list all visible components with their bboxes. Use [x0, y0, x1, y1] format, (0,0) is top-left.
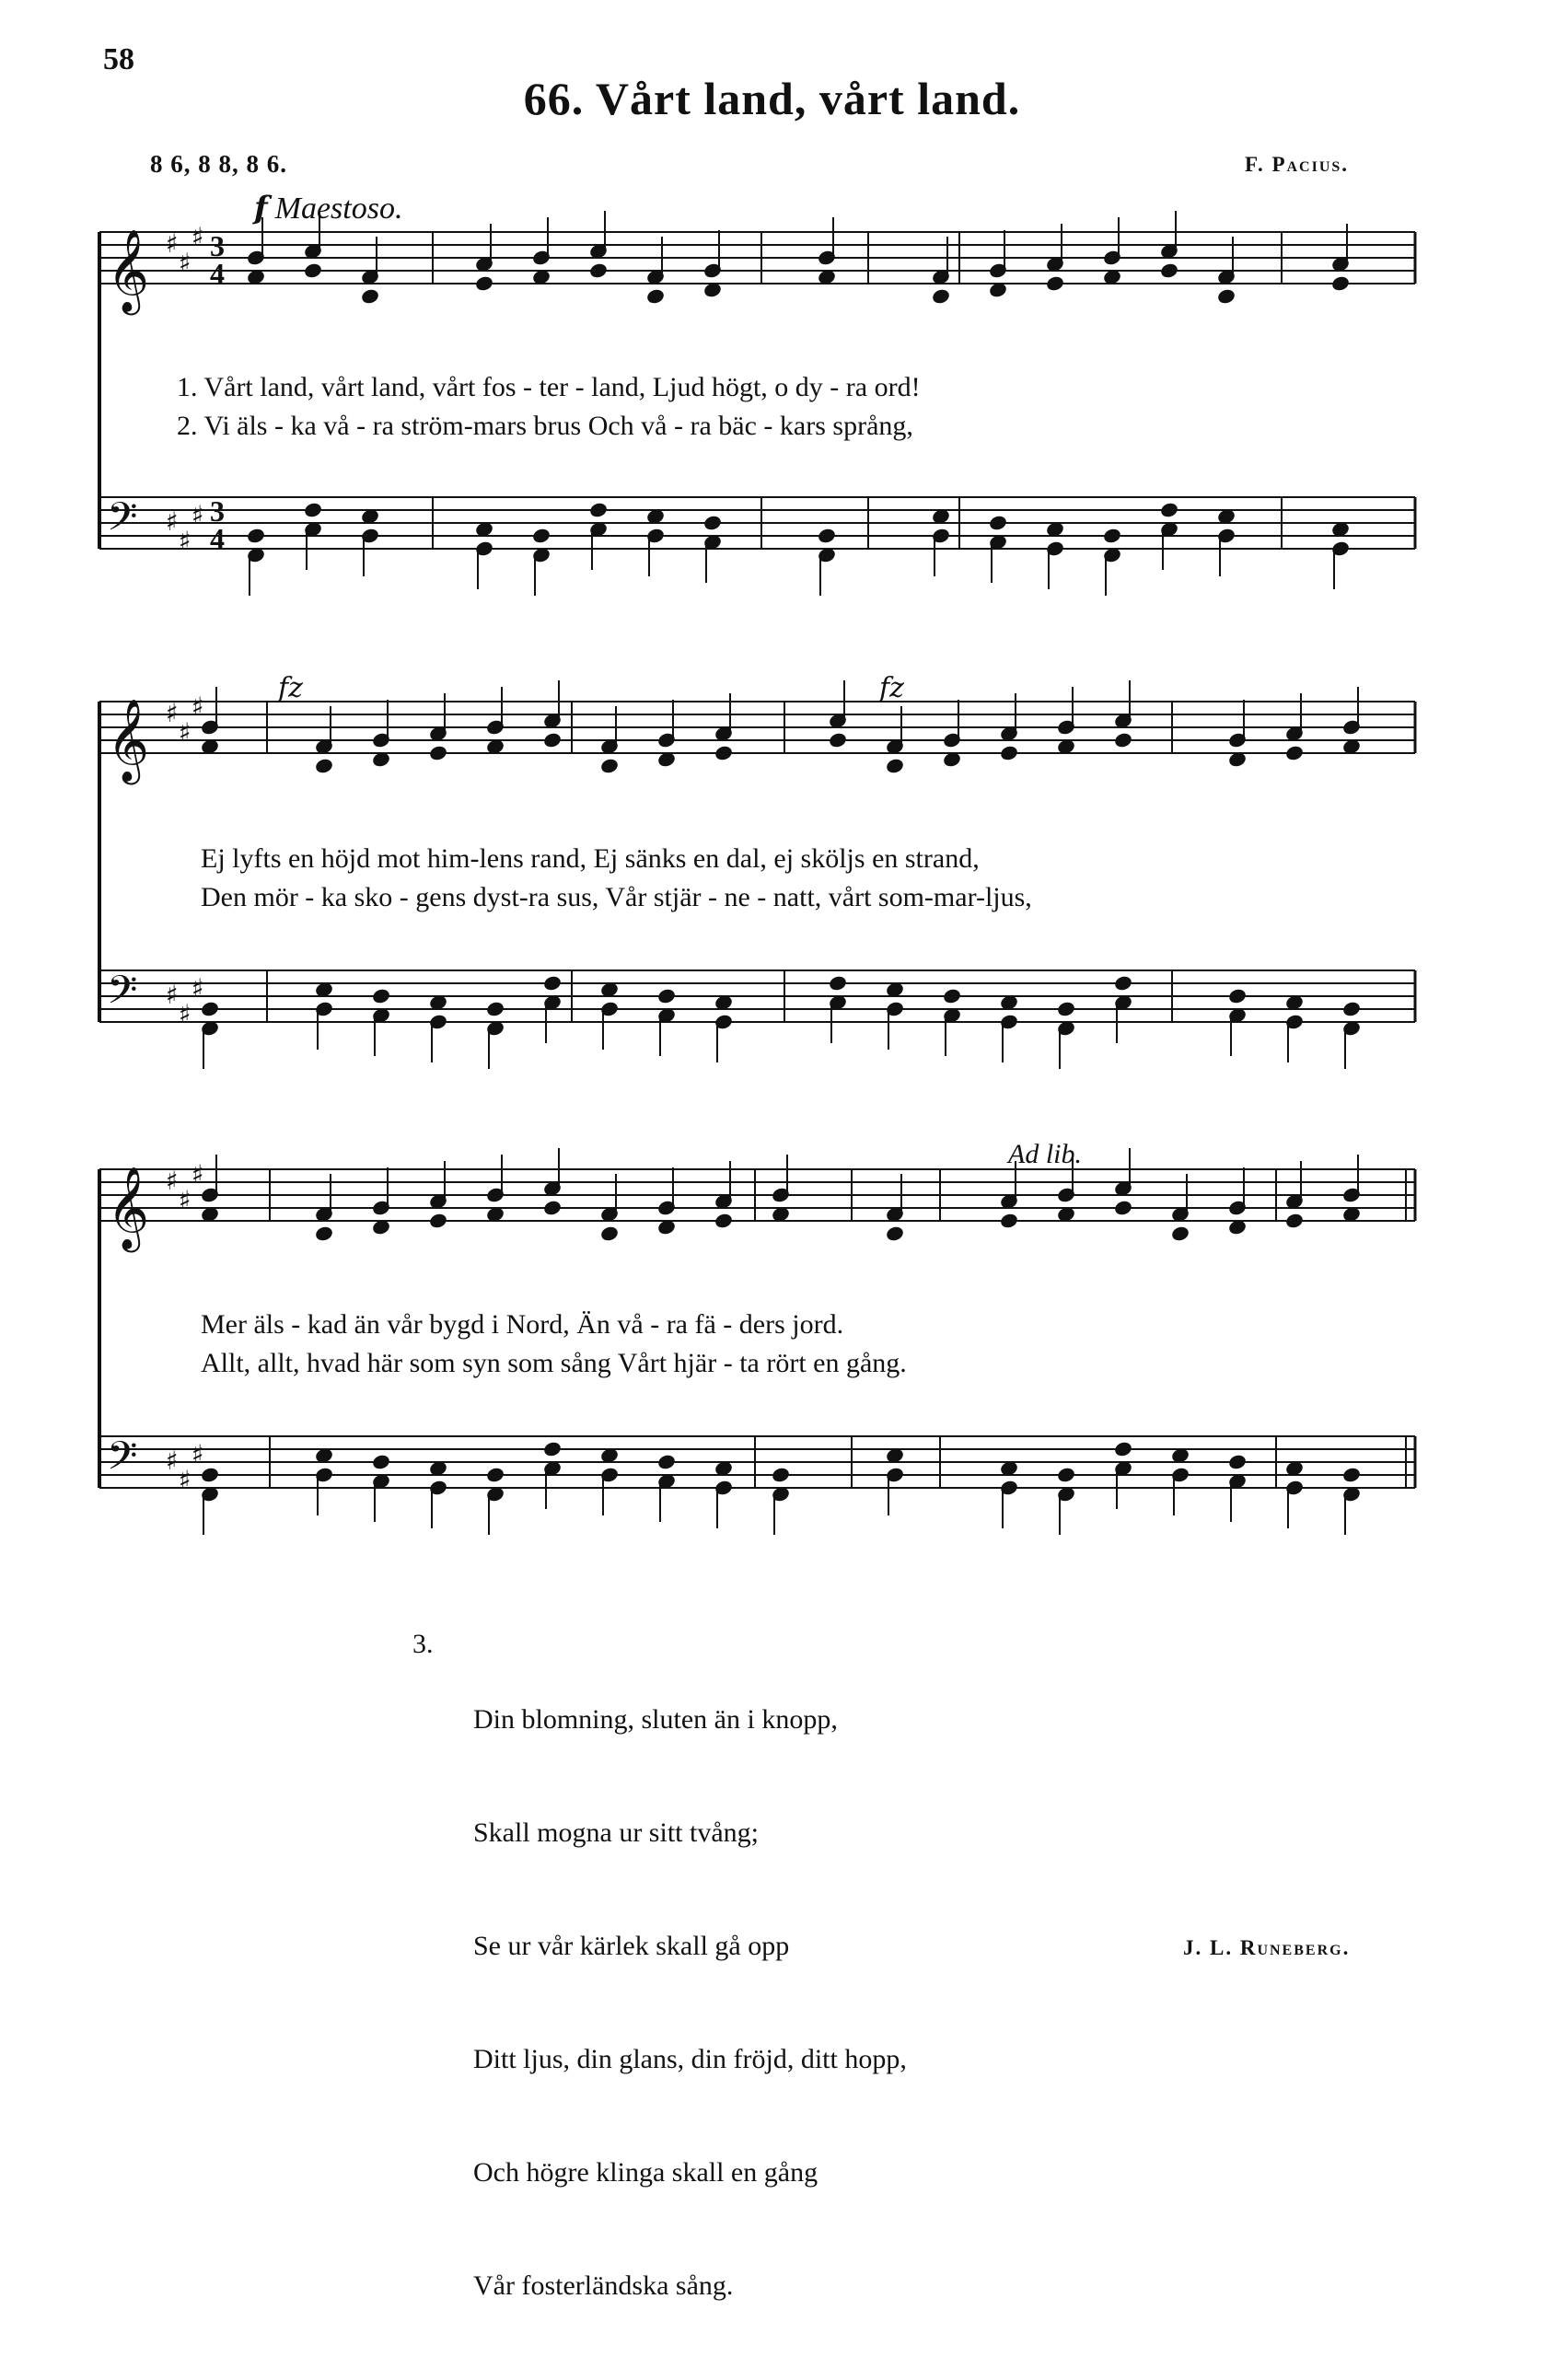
sharp-icon: ♯ [179, 1185, 192, 1215]
sharp-icon: ♯ [192, 973, 204, 1004]
bass-note [372, 989, 389, 1004]
treble-note [543, 733, 561, 749]
treble-note [943, 752, 960, 768]
bass-note [818, 528, 835, 544]
bass-note [714, 1461, 732, 1477]
bass-note [304, 503, 321, 518]
bass-note [315, 1448, 332, 1464]
verse-3-line: Och högre klinga skall en gång [473, 2157, 818, 2188]
bass-note [475, 522, 493, 538]
page-number: 58 [103, 42, 134, 76]
dynamic-forte: f [254, 190, 268, 226]
sharp-icon: ♯ [179, 526, 192, 556]
verse-3-line: Ditt ljus, din glans, din fröjd, ditt hopp, [473, 2044, 907, 2074]
treble-note [1228, 1220, 1246, 1236]
treble-note [772, 1207, 789, 1223]
sharp-icon: ♯ [166, 1166, 179, 1196]
treble-note [1217, 289, 1235, 305]
bass-note [543, 1442, 561, 1457]
treble-note [600, 1226, 618, 1242]
sharp-icon: ♯ [179, 999, 192, 1029]
sharp-icon: ♯ [166, 506, 179, 537]
treble-note [201, 1207, 218, 1223]
lyrics-s1-verse2: 2. Vi äls - ka vå - ra ström-mars brus Och vå - ra bäc - kars språng, [177, 411, 913, 441]
time-signature: 4 [210, 522, 225, 555]
bass-clef-icon: 𝄢 [107, 1434, 138, 1489]
sharp-icon: ♯ [166, 1445, 179, 1476]
time-signature: 4 [210, 257, 225, 290]
treble-note [703, 283, 721, 298]
treble-note [304, 263, 321, 279]
treble-note [1331, 276, 1349, 292]
verse-3-lines [473, 1625, 907, 2380]
treble-note [657, 752, 675, 768]
bass-note [1285, 995, 1303, 1011]
bass-note [714, 995, 732, 1011]
treble-note [1228, 752, 1246, 768]
bass-note [1342, 1002, 1360, 1017]
treble-note [989, 283, 1006, 298]
bass-note [1057, 1468, 1074, 1483]
lyrics-s3-verse1: Mer äls - kad än vår bygd i Nord, Än vå - ra fä - ders jord. [201, 1309, 844, 1340]
treble-note [361, 289, 378, 305]
sharp-icon: ♯ [179, 1465, 192, 1495]
bass-note [543, 976, 561, 992]
treble-note [886, 1226, 903, 1242]
bass-note [703, 516, 721, 531]
treble-note [818, 270, 835, 285]
bass-note [657, 989, 675, 1004]
sharp-icon: ♯ [192, 222, 204, 252]
bass-note [657, 1455, 675, 1470]
bass-note [1114, 1442, 1132, 1457]
bass-note [1057, 1002, 1074, 1017]
lyrics-s3-verse2: Allt, allt, hvad här som syn som sång Vårt hjär - ta rört en gång. [201, 1348, 907, 1378]
bass-clef-icon: 𝄢 [107, 494, 138, 550]
lyrics-s1-verse1: 1. Vårt land, vårt land, vårt fos - ter - land, Ljud högt, o dy - ra ord! [177, 372, 921, 402]
bass-note [600, 1448, 618, 1464]
lyrics-s2-verse2: Den mör - ka sko - gens dyst-ra sus, Vår stjär - ne - natt, vårt som-mar-ljus, [201, 882, 1032, 912]
treble-note [532, 270, 550, 285]
bass-note [1046, 522, 1063, 538]
bass-note [1217, 509, 1235, 525]
sharp-icon: ♯ [192, 691, 204, 722]
dynamic-fz-2: fz [879, 672, 904, 704]
bass-note [600, 982, 618, 998]
bass-note [589, 503, 607, 518]
sharp-icon: ♯ [192, 1439, 204, 1469]
treble-note [475, 276, 493, 292]
treble-note [1342, 1207, 1360, 1223]
treble-note [1114, 1201, 1132, 1216]
verse-3-line: Se ur vår kärlek skall gå opp [473, 1931, 790, 1961]
treble-note [429, 746, 447, 761]
treble-note [1160, 263, 1178, 279]
sharp-icon: ♯ [192, 1159, 204, 1190]
bass-note [429, 1461, 447, 1477]
lyrics-s2-verse1: Ej lyfts en höjd mot him-lens rand, Ej sänks en dal, ej sköljs en strand, [201, 843, 980, 874]
treble-note [543, 1201, 561, 1216]
sharp-icon: ♯ [166, 698, 179, 728]
tempo-text: Maestoso. [274, 192, 403, 226]
bass-note [361, 509, 378, 525]
treble-note [1057, 739, 1074, 755]
treble-note [1114, 733, 1132, 749]
bass-note [247, 528, 264, 544]
ad-lib-marking: Ad lib. [1008, 1139, 1082, 1169]
bass-note [1331, 522, 1349, 538]
bass-note [201, 1468, 218, 1483]
treble-note [646, 289, 664, 305]
composer-credit: F. Pacius. [1245, 153, 1350, 176]
treble-note [1103, 270, 1120, 285]
bass-note [943, 989, 960, 1004]
bass-note [886, 1448, 903, 1464]
bass-note [429, 995, 447, 1011]
treble-note [372, 1220, 389, 1236]
verse-3-line: Skall mogna ur sitt tvång; [473, 1817, 759, 1848]
bass-note [486, 1002, 504, 1017]
bass-note [1285, 1461, 1303, 1477]
treble-note [829, 733, 846, 749]
sharp-icon: ♯ [179, 717, 192, 748]
treble-note [486, 739, 504, 755]
treble-note [714, 1213, 732, 1229]
sharp-icon: ♯ [166, 228, 179, 259]
bass-note [932, 509, 949, 525]
treble-note [372, 752, 389, 768]
bass-note [1228, 1455, 1246, 1470]
bass-note [1103, 528, 1120, 544]
treble-note [247, 270, 264, 285]
poet-credit: J. L. Runeberg. [1183, 1936, 1351, 1959]
treble-note [886, 759, 903, 774]
bass-note [1342, 1468, 1360, 1483]
treble-note [1342, 739, 1360, 755]
treble-note [429, 1213, 447, 1229]
bass-note [532, 528, 550, 544]
bass-note [201, 1002, 218, 1017]
treble-note [1000, 746, 1017, 761]
treble-note [486, 1207, 504, 1223]
bass-note [1000, 1461, 1017, 1477]
treble-note [657, 1220, 675, 1236]
bass-note [1171, 1448, 1189, 1464]
time-signature: 3 [210, 494, 225, 528]
bass-note [829, 976, 846, 992]
bass-note [989, 516, 1006, 531]
sharp-icon: ♯ [179, 248, 192, 278]
treble-note [1285, 1213, 1303, 1229]
sharp-icon: ♯ [166, 980, 179, 1010]
time-signature: 3 [210, 229, 225, 262]
verse-3-number: 3. [412, 1629, 434, 1659]
treble-note [600, 759, 618, 774]
treble-note [315, 759, 332, 774]
bass-note [772, 1468, 789, 1483]
bass-note [1000, 995, 1017, 1011]
verse-3-line: Vår fosterländska sång. [473, 2270, 734, 2301]
treble-clef-icon: 𝄞 [107, 229, 150, 312]
treble-note [1046, 276, 1063, 292]
treble-clef-icon: 𝄞 [107, 1167, 150, 1249]
treble-note [932, 289, 949, 305]
bass-note [1114, 976, 1132, 992]
treble-note [1171, 1226, 1189, 1242]
bass-note [1228, 989, 1246, 1004]
bass-note [1160, 503, 1178, 518]
treble-note [315, 1226, 332, 1242]
treble-note [201, 739, 218, 755]
meter-label: 8 6, 8 8, 8 6. [150, 150, 287, 178]
hymn-title: 66. Vårt land, vårt land. [523, 73, 1021, 124]
bass-note [886, 982, 903, 998]
bass-note [646, 509, 664, 525]
bass-note [315, 982, 332, 998]
bass-clef-icon: 𝄢 [107, 968, 138, 1023]
treble-note [1285, 746, 1303, 761]
bass-note [486, 1468, 504, 1483]
sharp-icon: ♯ [192, 500, 204, 530]
dynamic-fz-1: fz [278, 672, 303, 704]
bass-note [372, 1455, 389, 1470]
treble-note [1057, 1207, 1074, 1223]
treble-clef-icon: 𝄞 [107, 699, 150, 782]
treble-note [589, 263, 607, 279]
treble-note [714, 746, 732, 761]
verse-3-line: Din blomning, sluten än i knopp, [473, 1704, 838, 1735]
treble-note [1000, 1213, 1017, 1229]
